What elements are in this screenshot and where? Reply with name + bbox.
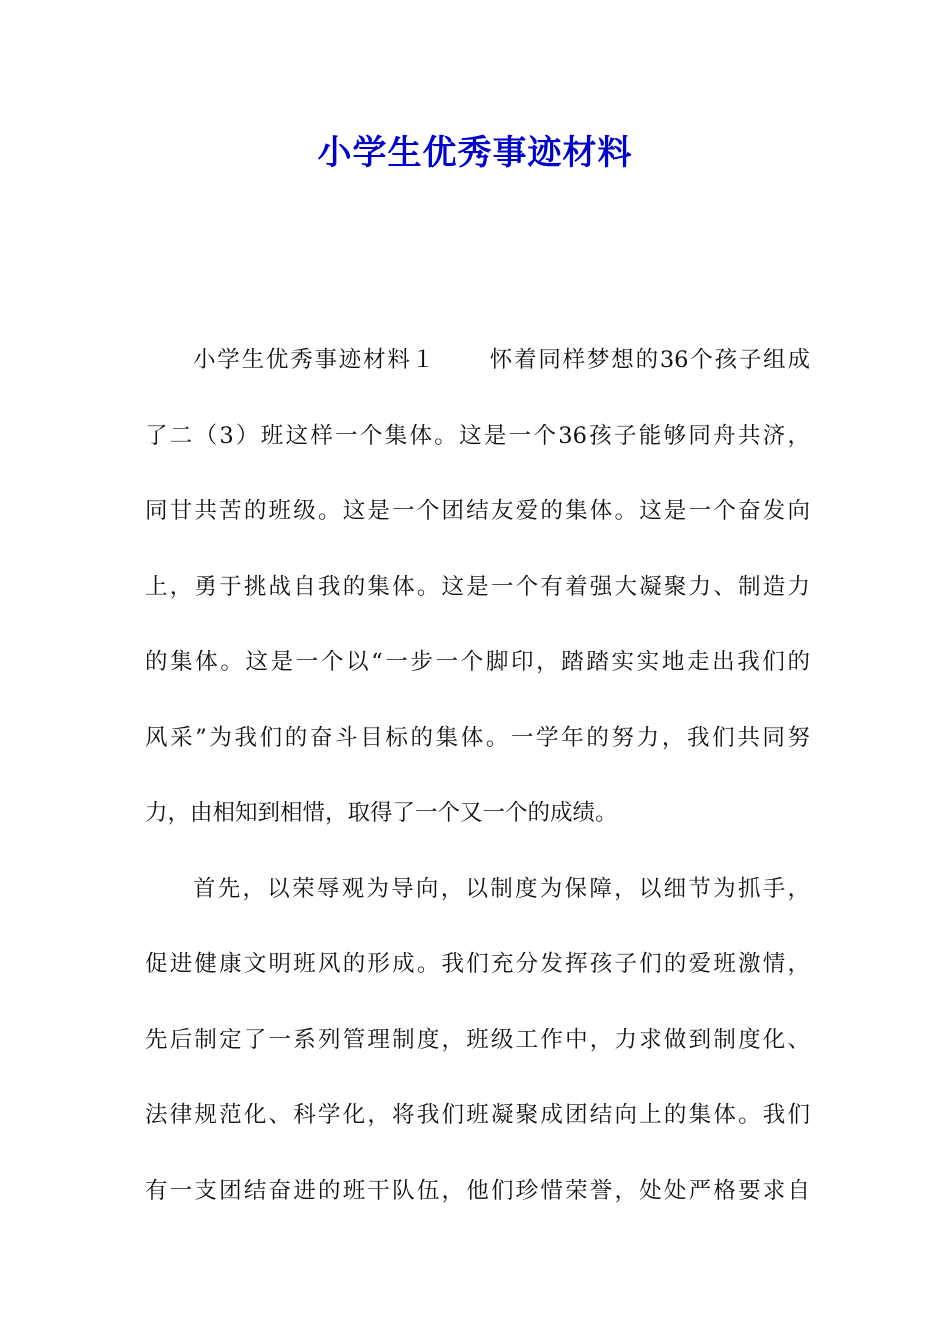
text-line: 上，勇于挑战自我的集体。这是一个有着强大凝聚力、制造力 (145, 573, 810, 600)
text-line: 的集体。这是一个以“一步一个脚印，踏踏实实地走出我们的 (145, 649, 810, 675)
text-line: 促进健康文明班风的形成。我们充分发挥孩子们的爱班激情， (145, 951, 810, 977)
document-title: 小学生优秀事迹材料 (317, 133, 633, 173)
text-line: 首先，以荣辱观为导向，以制度为保障，以细节为抓手， (193, 875, 810, 902)
section-heading: 小学生优秀事迹材料１ (193, 347, 436, 373)
text-line: 先后制定了一系列管理制度，班级工作中，力求做到制度化、 (145, 1026, 810, 1053)
text-line: 了二（3）班这样一个集体。这是一个36孩子能够同舟共济， (145, 422, 810, 449)
text-line: 力，由相知到相惜，取得了一个又一个的成绩。 (145, 800, 618, 826)
document-body (145, 340, 810, 1246)
paragraph-2 (145, 869, 810, 1247)
text-line: 同甘共苦的班级。这是一个团结友爱的集体。这是一个奋发向 (145, 498, 810, 524)
text-segment: 怀着同样梦想的36个孩子组成 (487, 347, 810, 373)
paragraph-1 (145, 340, 810, 869)
text-line: 风采”为我们的奋斗目标的集体。一学年的努力，我们共同努 (145, 724, 810, 751)
text-line: 有一支团结奋进的班干队伍，他们珍惜荣誉，处处严格要求自 (145, 1177, 810, 1204)
text-line (145, 340, 810, 416)
text-line: 法律规范化、科学化，将我们班凝聚成团结向上的集体。我们 (145, 1102, 810, 1128)
